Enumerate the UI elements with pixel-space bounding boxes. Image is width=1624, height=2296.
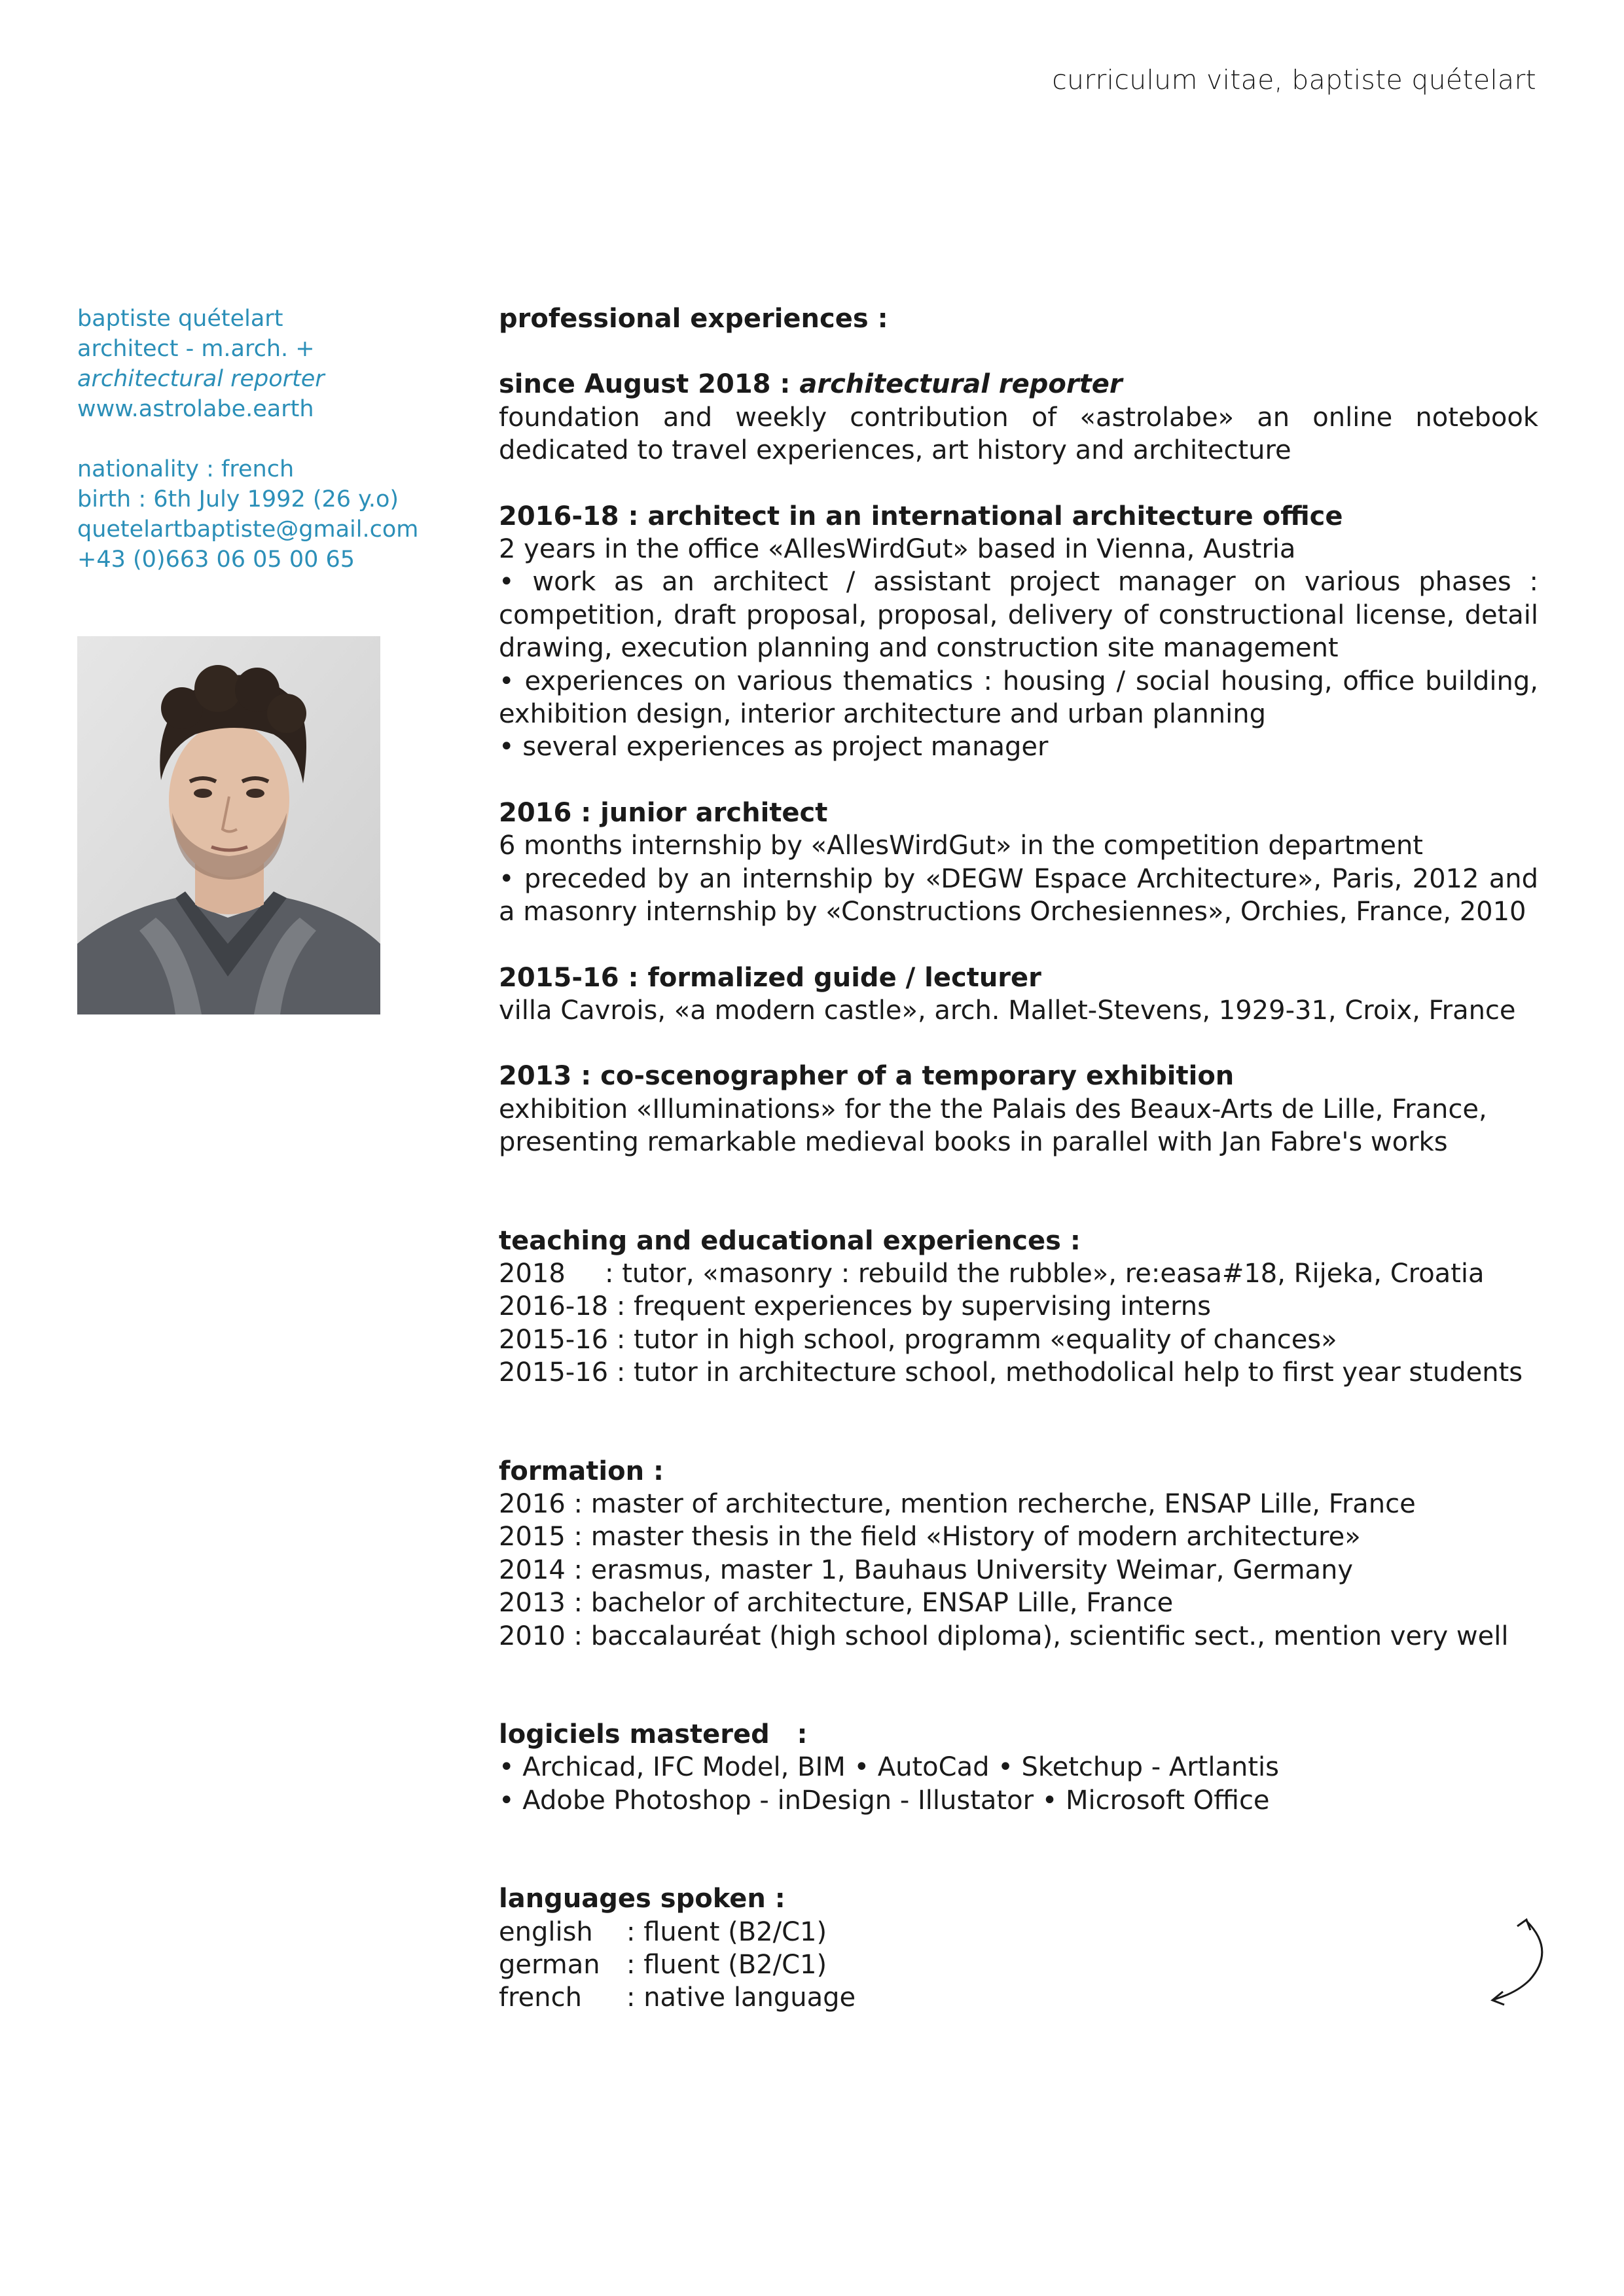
experience-text: villa Cavrois, «a modern castle», arch. Mallet-Stevens, 1929-31, Croix, France [499,995,1516,1026]
section-heading-languages: languages spoken : [499,1884,785,1914]
contact-sidebar [77,304,470,575]
experience-item [499,961,1538,1028]
teaching-item: 2016-18 : frequent experiences by supervising interns [499,1291,1211,1322]
contact-email[interactable]: quetelartbaptiste@gmail.com [77,516,419,543]
section-heading-software: logiciels mastered : [499,1719,808,1749]
contact-name: baptiste quételart [77,306,283,332]
curved-arrow-icon[interactable] [1481,1914,1553,2006]
experience-text: • work as an architect / assistant project manager on various phases : competition, draft proposal, proposal, delivery of constructional license, detail drawing, execution planning and construction site management [499,567,1538,664]
experience-title: 2015-16 : formalized guide / lecturer [499,962,1041,993]
section-heading-teaching: teaching and educational experiences : [499,1225,1081,1256]
experience-title: 2016 : junior architect [499,797,828,828]
contact-website[interactable]: www.astrolabe.earth [77,396,314,422]
contact-role: architectural reporter [77,366,325,392]
contact-birth: birth : 6th July 1992 (26 y.o) [77,486,399,512]
formation-item: 2014 : erasmus, master 1, Bauhaus University Weimar, Germany [499,1554,1354,1585]
formation-item: 2010 : baccalauréat (high school diploma), scientific sect., mention very well [499,1621,1509,1651]
formation-item: 2015 : master thesis in the field «History of modern architecture» [499,1522,1361,1552]
portrait-photo [77,636,380,1014]
experience-title: since August 2018 : architectural reporter [499,369,1123,400]
teaching-item: 2015-16 : tutor in architecture school, methodolical help to first year students [499,1357,1523,1388]
experience-text: • preceded by an internship by «DEGW Espace Architecture», Paris, 2012 and a masonry internship by «Constructions Orchesiennes», Orchies, France, 2010 [499,863,1538,927]
language-item: german : fluent (B2/C1) [499,1950,827,1981]
section-heading-professional: professional experiences : [499,304,888,334]
language-item: english : fluent (B2/C1) [499,1916,827,1947]
formation-item: 2016 : master of architecture, mention recherche, ENSAP Lille, France [499,1488,1416,1519]
formation-item: 2013 : bachelor of architecture, ENSAP Lille, France [499,1588,1174,1619]
experience-text: exhibition «Illuminations» for the the Palais des Beaux-Arts de Lille, France, presenting remarkable medieval books in parallel with Jan Fabre's works [499,1094,1487,1158]
section-heading-formation: formation : [499,1456,664,1486]
experience-item [499,797,1538,929]
language-item: french : native language [499,1982,856,2013]
experience-text: 2 years in the office «AllesWirdGut» based in Vienna, Austria [499,534,1296,565]
experience-text: • several experiences as project manager [499,732,1049,762]
experience-title: 2016-18 : architect in an international architecture office [499,501,1343,531]
experience-text: foundation and weekly contribution of «astrolabe» an online notebook dedicated to travel experiences, art history and architecture [499,402,1538,466]
experience-item [499,1060,1538,1158]
contact-nationality: nationality : french [77,456,295,482]
experience-text: 6 months internship by «AllesWirdGut» in the competition department [499,831,1423,861]
software-item: • Adobe Photoshop - inDesign - Illustator • Microsoft Office [499,1785,1270,1816]
contact-phone[interactable]: +43 (0)663 06 05 00 65 [77,547,355,573]
experience-item [499,500,1538,764]
teaching-item: 2015-16 : tutor in high school, programm «equality of chances» [499,1324,1337,1355]
document-title: curriculum vitae, baptiste quételart [1052,64,1536,96]
teaching-item: 2018 : tutor, «masonry : rebuild the rubble», re:easa#18, Rijeka, Croatia [499,1258,1485,1289]
experience-title: 2013 : co-scenographer of a temporary exhibition [499,1061,1235,1092]
software-item: • Archicad, IFC Model, BIM • AutoCad • Sketchup - Artlantis [499,1752,1279,1783]
cv-main-column [499,302,1538,2015]
experience-item [499,368,1538,467]
contact-title: architect - m.arch. + [77,336,315,362]
experience-text: • experiences on various thematics : housing / social housing, office building, exhibition design, interior architecture and urban planning [499,666,1538,730]
